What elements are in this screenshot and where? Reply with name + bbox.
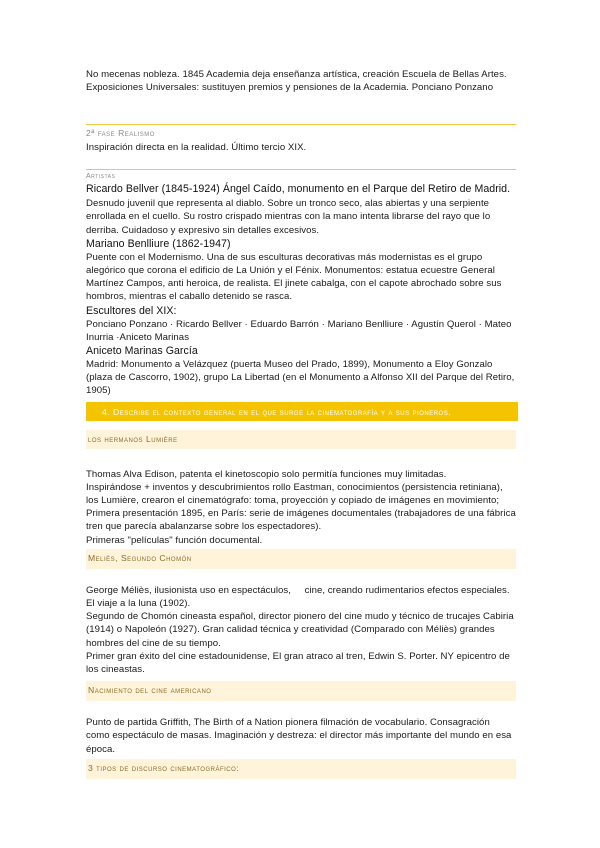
question-4-heading: 4. Describe el contexto general en el que surge la cinematografía y a sus pioneros. [102, 406, 452, 417]
section-heading-tipos: 3 tipos de discurso cinematográfico: [88, 762, 240, 773]
realismo-paragraph: Inspiración directa en la realidad. Último tercio XIX. [86, 142, 307, 153]
section-heading-artistas: Artistas [86, 173, 116, 181]
question-4-band [86, 402, 518, 421]
escultores-list: Ponciano Ponzano · Ricardo Bellver · Eduardo Barrón · Mariano Benlliure · Agustín Querol · Mateo Inurria ·Aniceto Marinas [86, 318, 512, 343]
section-heading-lumiere: los hermanos Lumière [88, 433, 178, 444]
bellver-description: Desnudo juvenil que representa al diablo. Sobre un tronco seco, alas abiertas y una serpiente enrollada en el cuello. Su rostro crispado mientras con la mano intenta librarse del rayo que lo derriba. Cuidadoso y expresivo sin detalles excesivos. [86, 198, 491, 236]
escultores-title: Escultores del XIX: [86, 304, 177, 317]
tipos-heading-band [86, 759, 516, 779]
benlliure-title: Mariano Benlliure (1862-1947) [86, 237, 231, 250]
section-heading-melies: Meliès, Segundo Chomón [88, 552, 192, 563]
section-heading-realismo: 2ª fase Realismo [86, 128, 155, 138]
lumiere-paragraph-1: Thomas Alva Edison, patenta el kinetoscopio solo permitía funciones muy limitadas. [86, 468, 447, 480]
lumiere-heading-band [86, 430, 516, 449]
intro-paragraph: No mecenas nobleza. 1845 Academia deja enseñanza artística, creación Escuela de Bellas Artes. Exposiciones Universales: sustituyen premios y pensiones de la Academia. Ponciano Ponzano [86, 69, 507, 94]
americano-paragraph-1: Punto de partida Griffith, The Birth of a Nation pionera filmación de vocabulario. Consagración como espectáculo de masas. Imaginación y destreza: el director más importante del mundo en esa época. [86, 717, 512, 755]
section-heading-americano: Nacimiento del cine americano [88, 685, 212, 696]
melies-heading-band [86, 549, 516, 569]
lumiere-paragraph-2: Inspirándose + inventos y descubrimientos rollo Eastman, conocimientos (persistencia retiniana), los Lumière, crearon el cinematógrafo: toma, proyección y copiado de imágenes en movimiento; [86, 481, 503, 507]
lumiere-paragraph-4: Primeras "películas" función documental. [86, 534, 263, 546]
section-divider [86, 124, 516, 125]
melies-paragraph-2: Segundo de Chomón cineasta español, director pionero del cine mudo y técnico de trucajes Cabiria (1914) o Napoleón (1927). Gran calidad técnica y creatividad (Comparado con Méliès) grandes hombres del cine de su tiempo. [86, 611, 514, 649]
benlliure-description: Puente con el Modernismo. Una de sus esculturas decorativas más modernistas es el grupo alegórico que corona el edificio de La Unión y el Fénix. Monumentos: estatua ecuestre General Martínez Campos, anti heroica, de realista. El jinete cabalga, con el capote abrochado sobre sus hombros, mientras el caballo detenido se rasca. [86, 251, 502, 303]
section-divider [86, 169, 516, 170]
melies-paragraph-1: George Méliès, ilusionista uso en espectáculos, cine, creando rudimentarios efectos especiales. El viaje a la luna (1902). [86, 584, 513, 610]
bellver-title: Ricardo Bellver (1845-1924) Ángel Caído, monumento en el Parque del Retiro de Madrid. [86, 183, 511, 196]
marinas-title: Aniceto Marinas García [86, 345, 198, 358]
marinas-description: Madrid: Monumento a Velázquez (puerta Museo del Prado, 1899), Monumento a Eloy Gonzalo (plaza de Cascorro, 1902), grupo La Libertad (en el Monumento a Alfonso XII del Parque del Retiro, 1905) [86, 359, 515, 397]
melies-paragraph-3: Primer gran éxito del cine estadounidense, El gran atraco al tren, Edwin S. Porter. NY epicentro de los cineastas. [86, 650, 510, 676]
americano-heading-band [86, 681, 516, 701]
document-page [86, 68, 516, 779]
lumiere-paragraph-3: Primera presentación 1895, en París: serie de imágenes documentales (trabajadores de una fábrica tren que parecía abalanzarse sobre los espectadores). [86, 508, 516, 533]
